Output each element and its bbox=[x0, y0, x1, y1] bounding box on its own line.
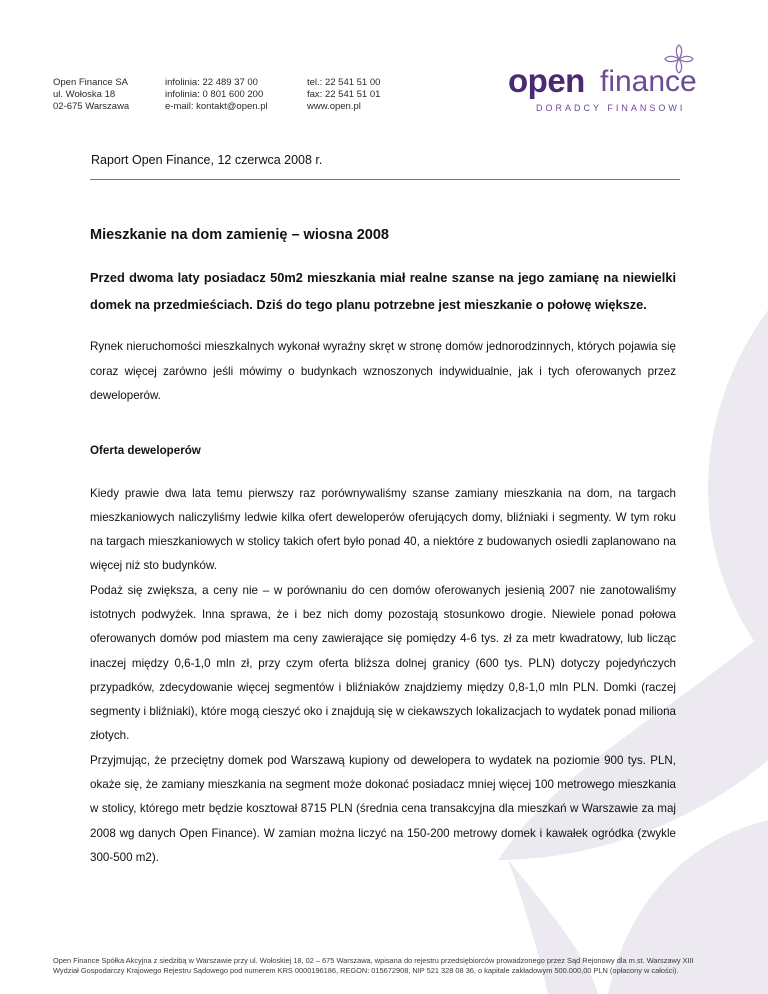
open-finance-logo bbox=[508, 44, 758, 120]
paragraph: Przyjmując, że przeciętny domek pod Warszawą kupiony od dewelopera to wydatek na poziomie 900 tys. PLN, okaże się, że zamiany mieszkania na segment może dokonać posiadacz mniej więcej 100 metrowego mieszkania w stolicy, którego metr będzie kosztował 8715 PLN (średnia cena transakcyjna dla mieszkań w Warszawie za maj 2008 wg danych Open Finance). W zamian można liczyć na 150-200 metrowy domek i kawałek ogródka (zwykle 300-500 m2). bbox=[90, 753, 676, 864]
report-date-line: Raport Open Finance, 12 czerwca 2008 r. bbox=[91, 153, 323, 167]
email-link[interactable]: e-mail: kontakt@open.pl bbox=[165, 101, 268, 112]
section-heading: Oferta deweloperów bbox=[90, 443, 201, 457]
company-address bbox=[53, 77, 129, 113]
article-title: Mieszkanie na dom zamienię – wiosna 2008 bbox=[90, 227, 389, 243]
header-divider bbox=[90, 179, 680, 180]
company-phones bbox=[307, 77, 380, 113]
company-street: ul. Wołoska 18 bbox=[53, 89, 116, 100]
company-hotlines bbox=[165, 77, 268, 113]
article-lead: Przed dwoma laty posiadacz 50m2 mieszkania miał realne szanse na jego zamianę na niewielki domek na przedmieściach. Dziś do tego planu potrzebne jest mieszkanie o połowę większe. bbox=[90, 270, 676, 312]
hotline-1: infolinia: 22 489 37 00 bbox=[165, 77, 258, 88]
hotline-2: infolinia: 0 801 600 200 bbox=[165, 89, 264, 100]
company-city: 02-675 Warszawa bbox=[53, 101, 130, 112]
fax-number: fax: 22 541 51 01 bbox=[307, 89, 381, 100]
article-body bbox=[90, 225, 676, 870]
logo-subtitle: DORADCY FINANSOWI bbox=[536, 103, 686, 113]
website-link[interactable]: www.open.pl bbox=[307, 101, 361, 112]
logo-finance-text: finance bbox=[600, 65, 697, 98]
paragraph: Kiedy prawie dwa lata temu pierwszy raz porównywaliśmy szanse zamiany mieszkania na dom, na targach mieszkaniowych naliczyliśmy ledwie kilka ofert deweloperów oferujących domy, bliźniaki i segmenty. W tym roku na targach mieszkaniowych w stolicy takich ofert było ponad 40, a niektóre z budowanych osiedli zaplanowano na więcej niż sto budynków. bbox=[90, 486, 676, 573]
phone-number: tel.: 22 541 51 00 bbox=[307, 77, 381, 88]
paragraph: Podaż się zwiększa, a ceny nie – w porównaniu do cen domów oferowanych jesienią 2007 nie zanotowaliśmy istotnych podwyżek. Inna sprawa, że i bez nich domy pozostają stosunkowo drogie. Niewiele ponad połowa oferowanych domów pod miastem ma ceny zawierające się pomiędzy 4-6 tys. zł za metr kwadratowy, lub licząc inaczej między 0,6-1,0 mln zł, przy czym oferta bliższa dolnej granicy (600 tys. PLN) dotyczy pojedyńczych przypadków, zdecydowanie więcej segmentów i bliźniaków znajdziemy między 0,8-1,0 mln PLN. Domki (raczej segmenty i bliźniaki), które mogą cieszyć oko i znajdują się w ciekawszych lokalizacjach to wydatek ponad miliona złotych. bbox=[90, 583, 676, 743]
legal-footer bbox=[53, 956, 733, 976]
footer-line: Open Finance Spółka Akcyjna z siedzibą w Warszawie przy ul. Wołoskiej 18, 02 – 675 Warszawa, wpisana do rejestru przedsiębiorców prowadzonego przez Sąd Rejonowy dla m.st. Warszawy XIII bbox=[53, 956, 694, 965]
logo-open-text: open bbox=[508, 62, 585, 99]
company-name: Open Finance SA bbox=[53, 77, 128, 88]
footer-line: Wydział Gospodarczy Krajowego Rejestru Sądowego pod numerem KRS 0000196186, REGON: 015672908, NIP 521 328 08 36, o kapitale zakładowym 500.000,00 PLN (opłacony w całości). bbox=[53, 966, 679, 975]
article-intro: Rynek nieruchomości mieszkalnych wykonał wyraźny skręt w stronę domów jednorodzinnych, których pojawia się coraz więcej zarówno jeśli mówimy o budynkach wznoszonych indywidualnie, jak i tych oferowanych przez deweloperów. bbox=[90, 340, 676, 402]
